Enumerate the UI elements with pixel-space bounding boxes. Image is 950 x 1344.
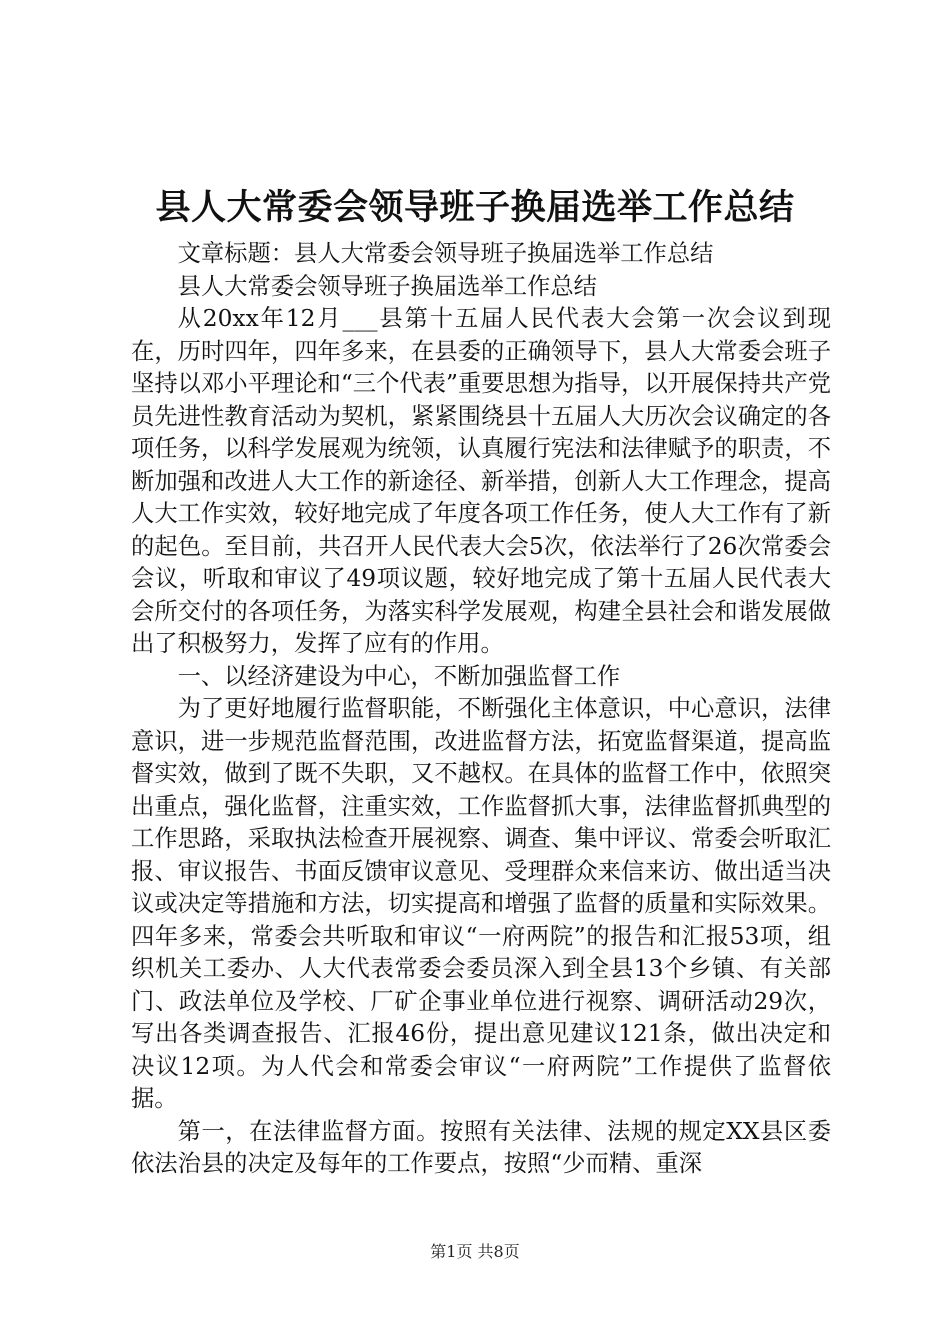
paragraph-intro: 从20xx年12月___县第十五届人民代表大会第一次会议到现在，历时四年，四年多来，在县委的正确领导下，县人大常委会班子坚持以邓小平理论和“三个代表”重要思想为指导，以开展保持共产党员先进性教育活动为契机，紧紧围绕县十五届人大历次会议确定的各项任务，以科学发展观为统领，认真履行宪法和法律赋予的职责，不断加强和改进人大工作的新途径、新举措，创新人大工作理念，提高人大工作实效，较好地完成了年度各项工作任务，使人大工作有了新的起色。至目前，共召开人民代表大会5次，依法举行了26次常委会会议，听取和审议了49项议题，较好地完成了第十五届人民代表大会所交付的各项任务，为落实科学发展观，构建全县社会和谐发展做出了积极努力，发挥了应有的作用。 bbox=[131, 305, 831, 657]
article-subtitle-line: 县人大常委会领导班子换届选举工作总结 bbox=[177, 272, 597, 300]
document-body bbox=[131, 238, 831, 1181]
document-title: 县人大常委会领导班子换届选举工作总结 bbox=[155, 187, 795, 228]
article-title-line: 文章标题：县人大常委会领导班子换届选举工作总结 bbox=[177, 240, 714, 267]
section-heading-1: 一、以经济建设为中心，不断加强监督工作 bbox=[177, 662, 621, 690]
paragraph-legal-supervision: 第一，在法律监督方面。按照有关法律、法规的规定XX县区委依法治县的决定及每年的工作要点，按照“少而精、重深 bbox=[131, 1117, 831, 1177]
page-footer: 第1页 共8页 bbox=[430, 1242, 520, 1261]
paragraph-supervision: 为了更好地履行监督职能，不断强化主体意识，中心意识，法律意识，进一步规范监督范围，改进监督方法，拓宽监督渠道，提高监督实效，做到了既不失职，又不越权。在具体的监督工作中，依照突出重点，强化监督，注重实效，工作监督抓大事，法律监督抓典型的工作思路，采取执法检查开展视察、调查、集中评议、常委会听取汇报、审议报告、书面反馈审议意见、受理群众来信来访、做出适当决议或决定等措施和方法，切实提高和增强了监督的质量和实际效果。四年多来，常委会共听取和审议“一府两院”的报告和汇报53项，组织机关工委办、人大代表常委会委员深入到全县13个乡镇、有关部门、政法单位及学校、厂矿企事业单位进行视察、调研活动29次，写出各类调查报告、汇报46份，提出意见建议121条，做出决定和决议12项。为人代会和常委会审议“一府两院”工作提供了监督依据。 bbox=[131, 695, 831, 1112]
